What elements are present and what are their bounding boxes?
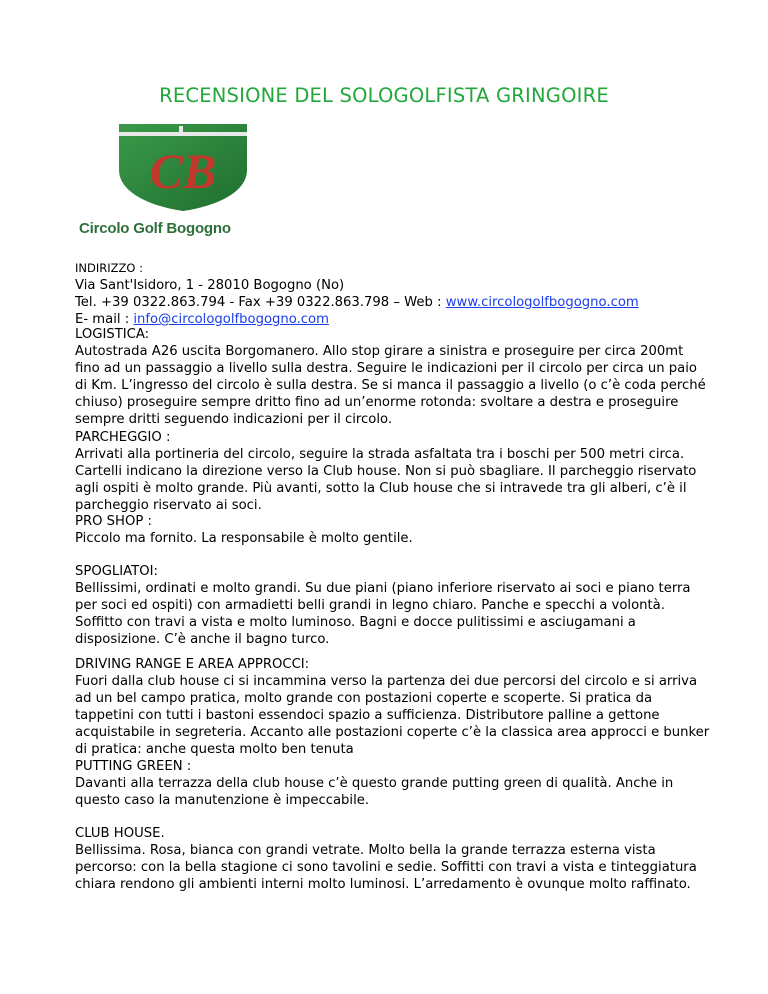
section-line: chiuso) proseguire sempre dritto fino ad un’enorme rotonda: svoltare a destra e proseguire [75,395,679,410]
section-line: agli ospiti è molto grande. Più avanti, sotto la Club house che si intravede tra gli alberi, c’è il [75,481,687,496]
section-line: Autostrada A26 uscita Borgomanero. Allo stop girare a sinistra e proseguire per circa 200mt [75,344,684,359]
section-club-house [75,825,715,893]
logo-caption: Circolo Golf Bogogno [79,220,231,237]
section-line: chiara rendono gli ambienti interni molto luminosi. L’arredamento è ovunque molto raffinato. [75,877,691,892]
section-line: fino ad un passaggio a livello sulla destra. Seguire le indicazioni per il circolo per circa un paio [75,361,697,376]
section-heading: PRO SHOP : [75,514,152,529]
section-parcheggio [75,429,715,514]
address-heading: INDIRIZZO : [75,261,143,275]
monogram: CB [149,143,217,199]
section-heading: LOGISTICA: [75,327,150,342]
section-line: sempre dritti seguendo indicazioni per il circolo. [75,412,393,427]
section-line: Soffitto con travi a vista e molto luminoso. Bagni e docce pulitissimi e asciugamani a [75,615,636,630]
section-logistica [75,326,715,428]
section-line: Piccolo ma fornito. La responsabile è molto gentile. [75,531,413,546]
section-line: parcheggio riservato ai soci. [75,498,262,513]
section-heading: PUTTING GREEN : [75,759,192,774]
section-line: tappetini con tutti i bastoni essendoci spazio a sufficienza. Distributore palline a gettone [75,708,660,723]
section-heading: SPOGLIATOI: [75,564,158,579]
address-block [75,260,715,328]
section-line: ad un bel campo pratica, molto grande con postazioni coperte e scoperte. Si pratica da [75,691,653,706]
section-line: Bellissimi, ordinati e molto grandi. Su due piani (piano inferiore riservato ai soci e piano terra [75,581,691,596]
contact-phone-fax: Tel. +39 0322.863.794 - Fax +39 0322.863.798 – Web : [75,295,446,310]
address-line: Via Sant'Isidoro, 1 - 28010 Bogogno (No) [75,278,345,293]
section-line: Arrivati alla portineria del circolo, seguire la strada asfaltata tra i boschi per 500 metri circa. [75,447,685,462]
section-pro-shop [75,513,715,547]
section-line: per soci ed ospiti) con armadietti belli grandi in legno chiaro. Panche e specchi a volontà. [75,598,665,613]
section-spogliatoi [75,563,715,648]
section-line: percorso: con la bella stagione ci sono tavolini e sedie. Soffitti con travi a vista e tinteggiatura [75,860,697,875]
section-line: Fuori dalla club house ci si incammina verso la partenza dei due percorsi del circolo e si arriva [75,674,698,689]
section-line: di pratica: anche questa molto ben tenuta [75,742,354,757]
section-driving-range [75,656,715,758]
website-link[interactable]: www.circologolfbogogno.com [445,295,639,310]
section-line: disposizione. C’è anche il bagno turco. [75,632,330,647]
section-putting-green [75,758,715,809]
section-line: questo caso la manutenzione è impeccabile. [75,793,370,808]
section-line: Davanti alla terrazza della club house c’è questo grande putting green di qualità. Anche in [75,776,674,791]
section-line: acquistabile in segreteria. Accanto alle postazioni coperte c’è la classica area approcci e bunker [75,725,710,740]
golf-club-logo [117,122,249,212]
section-line: Cartelli indicano la direzione verso la Club house. Non si può sbagliare. Il parcheggio riservato [75,464,697,479]
contact-line [75,294,715,311]
section-heading: PARCHEGGIO : [75,430,171,445]
section-line: di Km. L’ingresso del circolo è sulla destra. Se si manca il passaggio a livello (o c’è coda perché [75,378,706,393]
section-heading: DRIVING RANGE E AREA APPROCCI: [75,657,310,672]
email-label: E- mail : [75,312,134,327]
section-heading: CLUB HOUSE. [75,826,165,841]
email-link[interactable]: info@circologolfbogogno.com [133,312,329,327]
page-title: RECENSIONE DEL SOLOGOLFISTA GRINGOIRE [159,84,609,107]
section-line: Bellissima. Rosa, bianca con grandi vetrate. Molto bella la grande terrazza esterna vista [75,843,656,858]
